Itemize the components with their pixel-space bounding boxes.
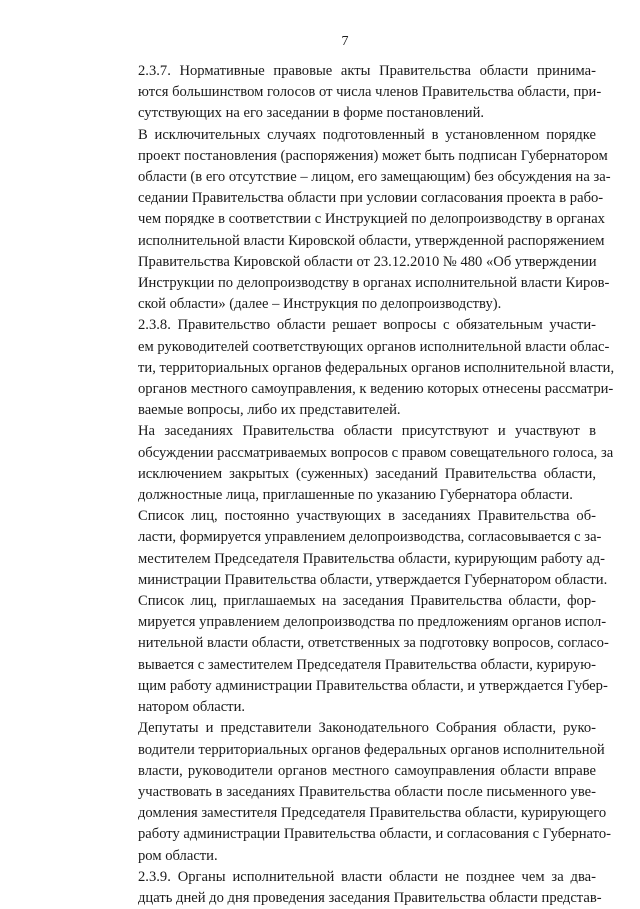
text-line: ром области. xyxy=(138,847,218,864)
text-line: ем руководителей соответствующих органов исполнительной власти облас- xyxy=(138,338,610,355)
text-line: Инструкции по делопроизводству в органах исполнительной власти Киров- xyxy=(138,275,610,292)
text-line: ваемые вопросы, либо их представителей. xyxy=(138,402,401,419)
text-line: водители территориальных органов федеральных органов исполнительной xyxy=(138,741,605,758)
text-line: вывается с заместителем Председателя Правительства области, курирую- xyxy=(138,656,596,673)
text-line: ются большинством голосов от числа членов Правительства области, при- xyxy=(138,84,602,101)
text-line: Список лиц, постоянно участвующих в заседаниях Правительства об- xyxy=(138,508,596,525)
text-line: чем порядке в соответствии с Инструкцией по делопроизводству в органах xyxy=(138,211,605,228)
text-line: органов местного самоуправления, к ведению которых отнесены рассматри- xyxy=(138,381,614,398)
paragraph-deputies xyxy=(108,718,611,866)
paragraph-invited-list xyxy=(108,591,609,718)
paragraph-2-3-8 xyxy=(108,315,615,421)
text-line: области (в его отсутствие – лицом, его замещающим) без обсуждения на за- xyxy=(138,169,611,186)
text-line: обсуждении рассматриваемых вопросов с правом совещательного голоса, за xyxy=(138,444,614,461)
text-line: домления заместителя Председателя Правительства области, курирующего xyxy=(138,805,607,822)
text-line: проект постановления (распоряжения) может быть подписан Губернатором xyxy=(138,147,608,164)
text-line: В исключительных случаях подготовленный в установленном порядке xyxy=(138,126,596,143)
text-line: седании Правительства области при условии согласования проекта в рабо- xyxy=(138,190,604,207)
page-number: 7 xyxy=(341,34,349,49)
document-body xyxy=(108,61,615,909)
text-line: ти, территориальных органов федеральных органов исполнительной власти, xyxy=(138,359,615,376)
text-line: На заседаниях Правительства области присутствуют и участвуют в xyxy=(138,423,596,440)
text-line: сутствующих на его заседании в форме постановлений. xyxy=(138,105,485,122)
paragraph-attendees xyxy=(108,421,614,506)
text-line: 2.3.7. Нормативные правовые акты Правительства области принима- xyxy=(138,63,596,79)
text-line: участвовать в заседаниях Правительства области после письменного уве- xyxy=(138,783,596,800)
text-line: Депутаты и представители Законодательного Собрания области, руко- xyxy=(138,720,596,737)
text-line: исполнительной власти Кировской области, утвержденной распоряжением xyxy=(138,232,605,249)
text-line: 2.3.9. Органы исполнительной власти области не позднее чем за два- xyxy=(138,868,596,885)
text-line: местителем Председателя Правительства области, курирующим работу ад- xyxy=(138,550,606,567)
text-line: ласти, формируется управлением делопроизводства, согласовывается с за- xyxy=(138,529,602,546)
text-line: нительной власти области, ответственных за подготовку вопросов, согласо- xyxy=(138,635,609,652)
text-line: 2.3.8. Правительство области решает вопросы с обязательным участи- xyxy=(138,317,596,334)
text-line: должностные лица, приглашенные по указанию Губернатора области. xyxy=(138,487,573,504)
text-line: щим работу администрации Правительства области, и утверждается Губер- xyxy=(138,677,608,694)
paragraph-2-3-9 xyxy=(108,867,602,909)
text-line: власти, руководители органов местного самоуправления области вправе xyxy=(138,762,596,779)
text-line: Правительства Кировской области от 23.12.2010 № 480 «Об утверждении xyxy=(138,253,597,270)
text-line: исключением закрытых (суженных) заседаний Правительства области, xyxy=(138,465,596,482)
text-line: натором области. xyxy=(138,699,246,716)
text-line: Список лиц, приглашаемых на заседания Правительства области, фор- xyxy=(138,593,596,610)
text-line: министрации Правительства области, утверждается Губернатором области. xyxy=(138,571,608,588)
paragraph-exceptional-cases xyxy=(108,125,611,316)
text-line: дцать дней до дня проведения заседания Правительства области представ- xyxy=(138,889,602,906)
paragraph-permanent-list xyxy=(108,506,608,591)
text-line: ской области» (далее – Инструкция по делопроизводству). xyxy=(138,296,502,313)
text-line: мируется управлением делопроизводства по предложениям органов испол- xyxy=(138,614,607,631)
paragraph-2-3-7 xyxy=(108,61,602,125)
text-line: работу администрации Правительства области, и согласования с Губернато- xyxy=(138,826,611,843)
